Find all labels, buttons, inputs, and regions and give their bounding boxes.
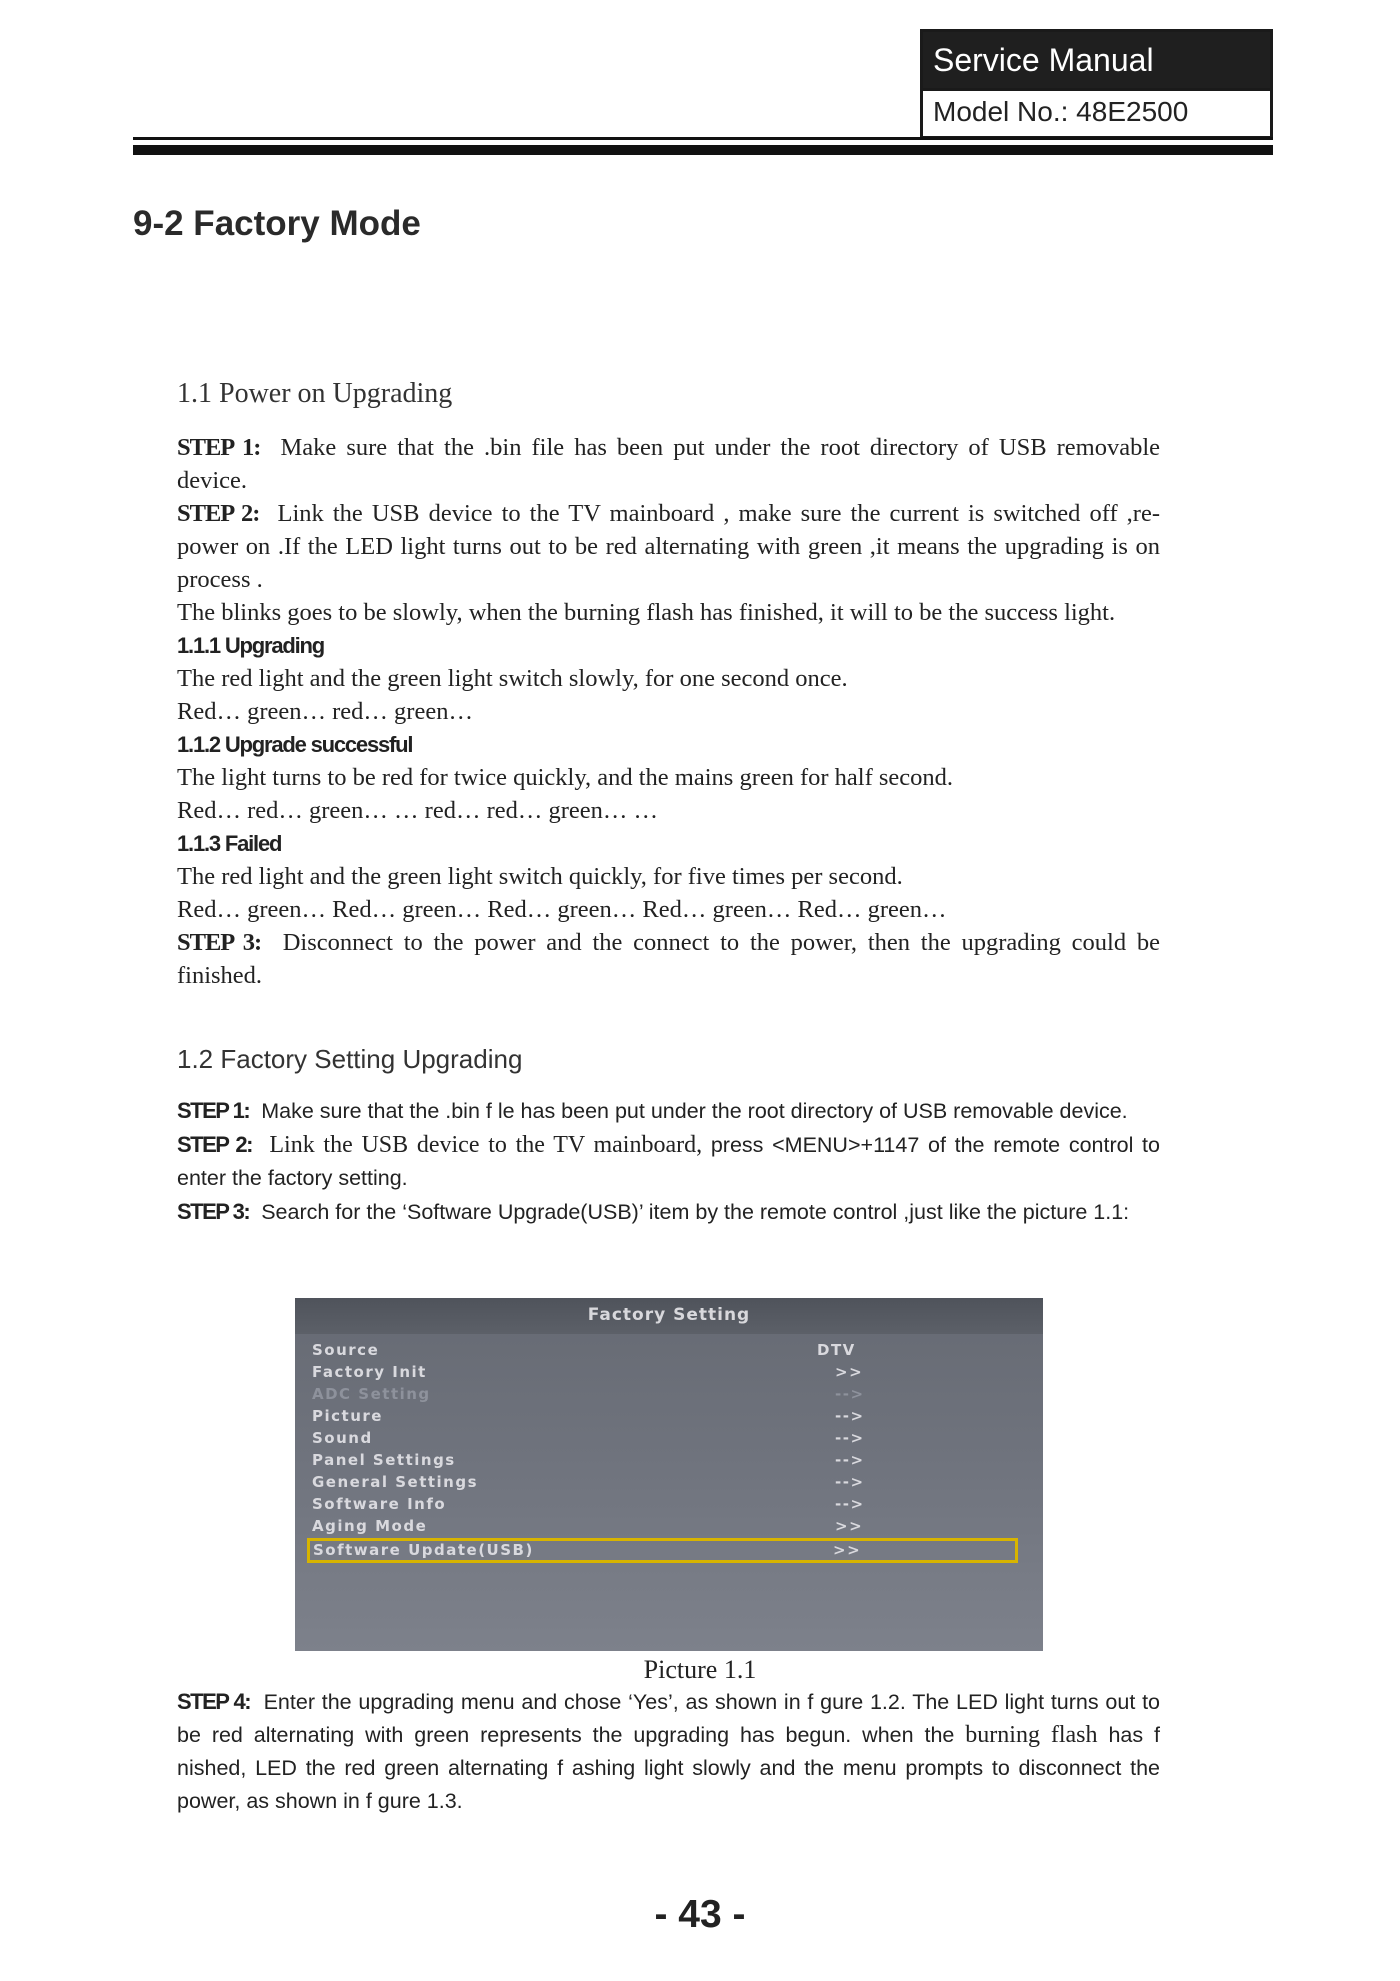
tv-menu-item-label: Software Update(USB)	[313, 1541, 534, 1559]
tv-menu-title: Factory Setting	[587, 1305, 751, 1325]
tv-menu-item	[312, 1427, 1012, 1449]
tv-menu-item	[312, 1449, 1012, 1471]
power-on-upgrading-body	[177, 431, 1160, 992]
s11-blinks: The blinks goes to be slowly, when the burning flash has finished, it will to be the success light.	[177, 599, 1116, 626]
heading-factory-setting-upgrading: 1.2 Factory Setting Upgrading	[177, 1044, 523, 1074]
tv-menu-item-value: DTV	[817, 1341, 856, 1359]
picture-caption: Picture 1.1	[643, 1655, 757, 1684]
s11-sub3-line1: The red light and the green light switch quickly, for five times per second.	[177, 863, 903, 890]
s12-step2	[177, 1128, 1160, 1195]
s11-step1	[177, 431, 1160, 497]
tv-menu-item	[312, 1361, 1012, 1383]
step-label: STEP 2:	[177, 1132, 252, 1157]
step-label: STEP 1:	[177, 1098, 250, 1123]
step-label: STEP 3:	[177, 1199, 250, 1224]
step-text: Search for the ‘Software Upgrade(USB)’ item by the remote control ,just like the picture 1.1:	[261, 1200, 1130, 1224]
tv-menu-item	[312, 1405, 1012, 1427]
s12-step4	[177, 1685, 1160, 1818]
header-box	[920, 29, 1273, 139]
tv-menu-item-label: Source	[312, 1341, 380, 1359]
tv-menu-item	[312, 1339, 1012, 1361]
step-text: Disconnect to the power and the connect to the power, then the upgrading could be finished.	[177, 929, 1160, 989]
s11-sub2-line2: Red… red… green… … red… red… green… …	[177, 797, 659, 824]
tv-menu-item-label: Picture	[312, 1407, 383, 1425]
tv-menu-item-label: Software Info	[312, 1495, 447, 1513]
factory-setting-screenshot	[295, 1298, 1043, 1651]
tv-menu-item-value: >>	[833, 1541, 862, 1559]
tv-menu-item-label: Aging Mode	[312, 1517, 428, 1535]
step-text: Link the USB device to the TV mainboard , make sure the current is switched off ,re-power on .If the LED light turns out to be red alternating with green ,it means the upgrading is on process .	[177, 500, 1160, 593]
subheading-upgrade-successful: 1.1.2 Upgrade successful	[177, 732, 413, 757]
s11-step2	[177, 497, 1160, 596]
header-rule-thin	[133, 137, 1273, 140]
step-text: Make sure that the .bin f le has been put under the root directory of USB removable device.	[261, 1099, 1128, 1123]
tv-menu-item-label: ADC Setting	[312, 1385, 431, 1403]
tv-menu-item-label: Panel Settings	[312, 1451, 456, 1469]
tv-menu-item-label: General Settings	[312, 1473, 479, 1491]
step-label: STEP 1:	[177, 434, 261, 461]
tv-menu-item-value: >>	[835, 1363, 864, 1381]
s12-step1	[177, 1094, 1160, 1128]
s11-sub1-line2: Red… green… red… green…	[177, 698, 473, 725]
tv-menu-item-value: >>	[835, 1517, 864, 1535]
step-label: STEP 2:	[177, 500, 260, 527]
step-label: STEP 3:	[177, 929, 262, 956]
step-text-serif: burning flash	[965, 1722, 1098, 1748]
step-label: STEP 4:	[177, 1689, 251, 1714]
tv-menu-item-value: -->	[835, 1495, 865, 1513]
tv-menu-item	[307, 1538, 1018, 1563]
tv-menu-item-label: Sound	[312, 1429, 373, 1447]
factory-setting-body	[177, 1094, 1160, 1229]
model-number: Model No.: 48E2500	[923, 88, 1270, 136]
tv-menu-item	[312, 1383, 1012, 1405]
tv-menu-item-value: -->	[835, 1407, 865, 1425]
page-number: - 43 -	[654, 1893, 746, 1936]
step-text-serif: Link the USB device to the TV mainboard,	[269, 1132, 703, 1158]
tv-menu-item-value: -->	[835, 1429, 865, 1447]
s12-step3	[177, 1195, 1160, 1229]
step-text: Enter the upgrading menu and chose ‘Yes’, as shown in f gure 1.2. The LED light turns out to be red alternating with green represents the upgrading has begun. when the	[177, 1690, 1160, 1747]
tv-menu-item-value: -->	[835, 1451, 865, 1469]
step-text: press <MENU>+1147 of the remote control to enter the factory setting.	[177, 1133, 1160, 1190]
header-rule-thick	[133, 145, 1273, 155]
tv-menu-item	[312, 1515, 1012, 1537]
step4-body	[177, 1685, 1160, 1818]
tv-menu-item-value: -->	[835, 1473, 865, 1491]
manual-title: Service Manual	[923, 32, 1270, 88]
s11-sub3-line2: Red… green… Red… green… Red… green… Red… green… Red… green…	[177, 896, 947, 923]
s11-step3	[177, 926, 1160, 992]
tv-menu-item-label: Factory Init	[312, 1363, 427, 1381]
s11-sub2-line1: The light turns to be red for twice quickly, and the mains green for half second.	[177, 764, 954, 791]
tv-menu-item-value: -->	[835, 1385, 865, 1403]
step-text: Make sure that the .bin file has been put under the root directory of USB removable device.	[177, 434, 1160, 494]
heading-power-on-upgrading: 1.1 Power on Upgrading	[177, 378, 453, 409]
subheading-failed: 1.1.3 Failed	[177, 831, 282, 856]
s11-sub1-line1: The red light and the green light switch slowly, for one second once.	[177, 665, 848, 692]
step-text: has f nished, LED the red green alternating f ashing light slowly and the menu prompts to disconnect the power, as shown in f gure 1.3.	[177, 1723, 1160, 1813]
subheading-upgrading: 1.1.1 Upgrading	[177, 633, 325, 658]
tv-menu-item	[312, 1471, 1012, 1493]
section-title: 9-2 Factory Mode	[133, 204, 421, 243]
tv-menu-item	[312, 1493, 1012, 1515]
